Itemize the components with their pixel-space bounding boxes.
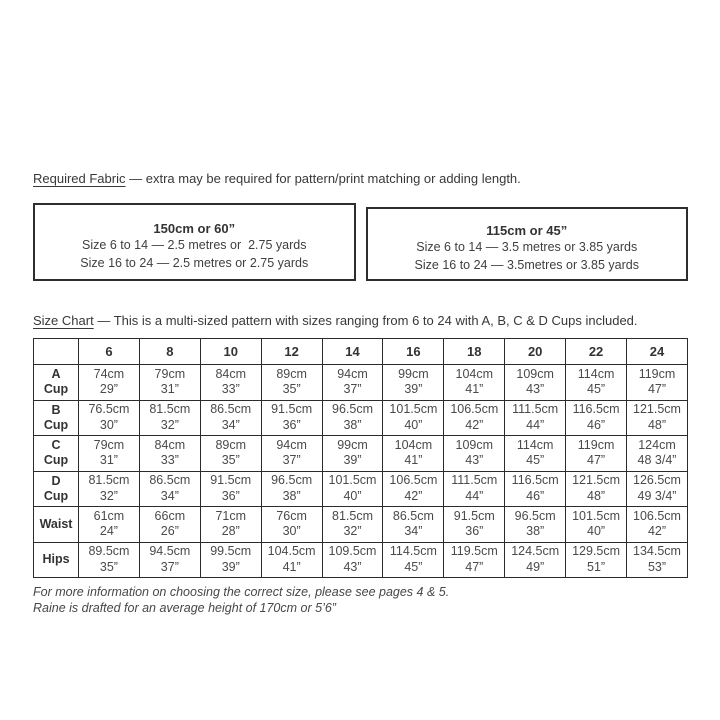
measurement-cell: 89cm 35” xyxy=(200,436,261,472)
table-row xyxy=(34,471,688,507)
measurement-cell: 106.5cm 42” xyxy=(627,507,688,543)
fabric-requirements-row xyxy=(33,203,688,281)
measurement-cell: 89.5cm 35” xyxy=(79,542,140,578)
measurement-cell: 81.5cm 32” xyxy=(322,507,383,543)
fabric-box-150cm-line1: Size 6 to 14 — 2.5 metres or 2.75 yards xyxy=(82,238,307,252)
measurement-cell: 99.5cm 39” xyxy=(200,542,261,578)
size-header-row xyxy=(34,339,688,365)
measurement-cell: 124.5cm 49” xyxy=(505,542,566,578)
row-label: D Cup xyxy=(34,471,79,507)
table-row xyxy=(34,507,688,543)
measurement-cell: 106.5cm 42” xyxy=(444,400,505,436)
measurement-cell: 66cm 26” xyxy=(139,507,200,543)
measurement-cell: 124cm 48 3/4” xyxy=(627,436,688,472)
size-column-header: 8 xyxy=(139,339,200,365)
measurement-cell: 126.5cm 49 3/4” xyxy=(627,471,688,507)
measurement-cell: 86.5cm 34” xyxy=(139,471,200,507)
measurement-cell: 101.5cm 40” xyxy=(383,400,444,436)
measurement-cell: 114cm 45” xyxy=(505,436,566,472)
table-row xyxy=(34,542,688,578)
measurement-cell: 76.5cm 30” xyxy=(79,400,140,436)
footer-line-2: Raine is drafted for an average height of 170cm or 5’6” xyxy=(33,600,336,615)
footer-line-1: For more information on choosing the correct size, please see pages 4 & 5. xyxy=(33,585,450,599)
size-column-header: 12 xyxy=(261,339,322,365)
table-row xyxy=(34,400,688,436)
measurement-cell: 101.5cm 40” xyxy=(566,507,627,543)
measurement-cell: 96.5cm 38” xyxy=(261,471,322,507)
size-table-body xyxy=(34,365,688,578)
measurement-cell: 119cm 47” xyxy=(627,365,688,401)
measurement-cell: 114.5cm 45” xyxy=(383,542,444,578)
fabric-box-115cm-line2: Size 16 to 24 — 3.5metres or 3.85 yards xyxy=(414,257,639,272)
size-column-header: 10 xyxy=(200,339,261,365)
measurement-cell: 74cm 29” xyxy=(79,365,140,401)
measurement-cell: 91.5cm 36” xyxy=(444,507,505,543)
measurement-cell: 104cm 41” xyxy=(444,365,505,401)
measurement-cell: 116.5cm 46” xyxy=(566,400,627,436)
fabric-box-115cm xyxy=(366,207,689,281)
size-column-header: 22 xyxy=(566,339,627,365)
required-fabric-heading xyxy=(33,170,688,188)
measurement-cell: 101.5cm 40” xyxy=(322,471,383,507)
measurement-cell: 134.5cm 53” xyxy=(627,542,688,578)
measurement-cell: 119.5cm 47” xyxy=(444,542,505,578)
measurement-cell: 89cm 35” xyxy=(261,365,322,401)
measurement-cell: 99cm 39” xyxy=(383,365,444,401)
row-label: Waist xyxy=(34,507,79,543)
row-label: C Cup xyxy=(34,436,79,472)
measurement-cell: 109cm 43” xyxy=(444,436,505,472)
measurement-cell: 86.5cm 34” xyxy=(383,507,444,543)
measurement-cell: 84cm 33” xyxy=(139,436,200,472)
measurement-cell: 76cm 30” xyxy=(261,507,322,543)
measurement-cell: 114cm 45” xyxy=(566,365,627,401)
measurement-cell: 104cm 41” xyxy=(383,436,444,472)
measurement-cell: 86.5cm 34” xyxy=(200,400,261,436)
row-label: A Cup xyxy=(34,365,79,401)
fabric-box-150cm-line2: Size 16 to 24 — 2.5 metres or 2.75 yards xyxy=(80,255,309,270)
measurement-cell: 91.5cm 36” xyxy=(200,471,261,507)
measurement-cell: 81.5cm 32” xyxy=(139,400,200,436)
row-label: B Cup xyxy=(34,400,79,436)
measurement-cell: 71cm 28” xyxy=(200,507,261,543)
size-chart-description: — This is a multi-sized pattern with sizes ranging from 6 to 24 with A, B, C & D Cups included. xyxy=(93,313,638,328)
measurement-cell: 84cm 33” xyxy=(200,365,261,401)
size-column-header: 16 xyxy=(383,339,444,365)
measurement-cell: 119cm 47” xyxy=(566,436,627,472)
measurement-cell: 91.5cm 36” xyxy=(261,400,322,436)
measurement-cell: 121.5cm 48” xyxy=(566,471,627,507)
measurement-cell: 79cm 31” xyxy=(79,436,140,472)
size-table-head xyxy=(34,339,688,365)
measurement-cell: 109.5cm 43” xyxy=(322,542,383,578)
size-table xyxy=(33,338,688,578)
measurement-cell: 116.5cm 46” xyxy=(505,471,566,507)
row-label: Hips xyxy=(34,542,79,578)
fabric-box-115cm-line1: Size 6 to 14 — 3.5 metres or 3.85 yards xyxy=(416,240,638,254)
measurement-cell: 129.5cm 51” xyxy=(566,542,627,578)
measurement-cell: 104.5cm 41” xyxy=(261,542,322,578)
measurement-cell: 96.5cm 38” xyxy=(505,507,566,543)
size-column-header: 24 xyxy=(627,339,688,365)
footer xyxy=(33,585,688,616)
size-column-header: 6 xyxy=(79,339,140,365)
measurement-cell: 109cm 43” xyxy=(505,365,566,401)
required-fabric-title: Required Fabric xyxy=(33,171,126,186)
measurement-cell: 94.5cm 37” xyxy=(139,542,200,578)
required-fabric-description: — extra may be required for pattern/print matching or adding length. xyxy=(125,171,521,186)
size-chart-heading xyxy=(33,312,688,330)
measurement-cell: 61cm 24” xyxy=(79,507,140,543)
size-column-header: 20 xyxy=(505,339,566,365)
fabric-box-150cm-title: 150cm or 60” xyxy=(153,221,236,236)
measurement-cell: 106.5cm 42” xyxy=(383,471,444,507)
table-row xyxy=(34,436,688,472)
measurement-cell: 79cm 31” xyxy=(139,365,200,401)
size-chart-title: Size Chart xyxy=(33,313,94,328)
size-column-header: 18 xyxy=(444,339,505,365)
corner-cell xyxy=(34,339,79,365)
table-row xyxy=(34,365,688,401)
measurement-cell: 81.5cm 32” xyxy=(79,471,140,507)
measurement-cell: 111.5cm 44” xyxy=(444,471,505,507)
measurement-cell: 96.5cm 38” xyxy=(322,400,383,436)
fabric-box-150cm xyxy=(33,203,356,281)
measurement-cell: 94cm 37” xyxy=(261,436,322,472)
measurement-cell: 121.5cm 48” xyxy=(627,400,688,436)
measurement-cell: 111.5cm 44” xyxy=(505,400,566,436)
fabric-box-115cm-title: 115cm or 45” xyxy=(486,223,568,238)
measurement-cell: 99cm 39” xyxy=(322,436,383,472)
measurement-cell: 94cm 37” xyxy=(322,365,383,401)
size-column-header: 14 xyxy=(322,339,383,365)
